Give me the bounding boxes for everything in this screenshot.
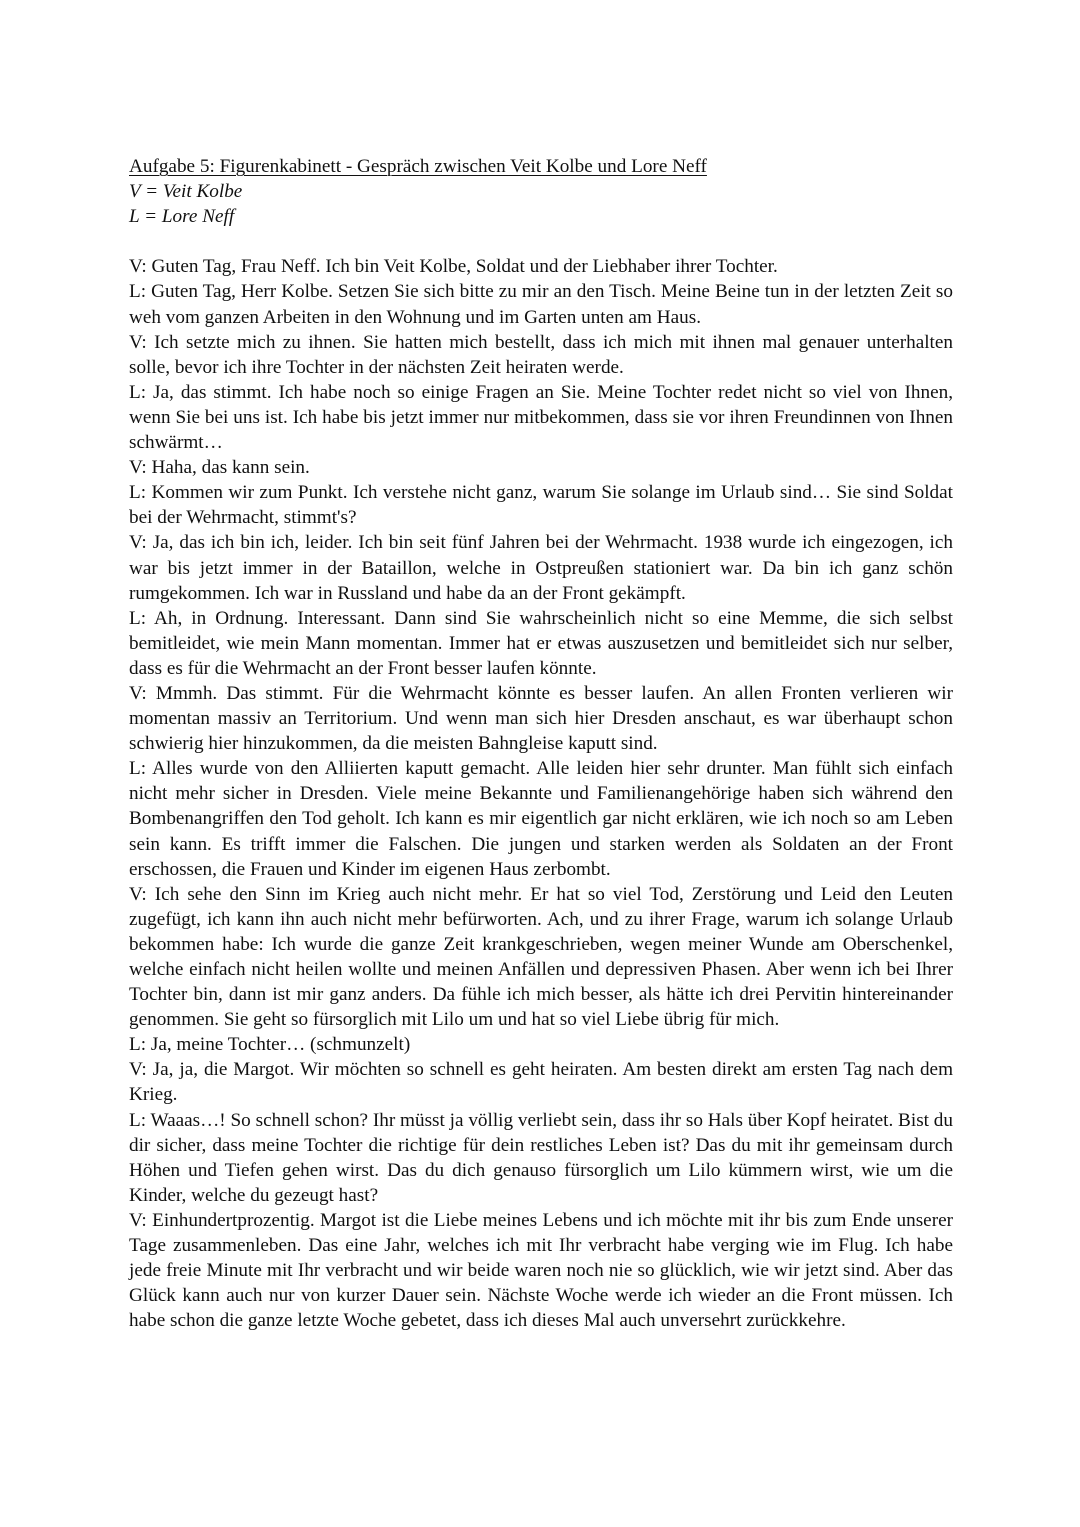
dialogue-line: L: Waaas…! So schnell schon? Ihr müsst ja völlig verliebt sein, dass ihr so Hals über Kopf heiratet. Bist du dir sicher, dass meine Tochter die richtige für dein restliches Leben ist? Das du mit ihr gemeinsam durch Höhen und Tiefen gehen wirst. Das du dich genauso fürsorglich um Lilo kümmern wirst, wie um die Kinder, welche du gezeugt hast? [129, 1109, 953, 1206]
dialogue-line: V: Ich setzte mich zu ihnen. Sie hatten mich bestellt, dass ich mich mit ihnen mal genauer unterhalten solle, bevor ich ihre Tochter in der nächsten Zeit heiraten werde. [129, 331, 953, 378]
dialogue-line: L: Ah, in Ordnung. Interessant. Dann sind Sie wahrscheinlich nicht so eine Memme, die sich selbst bemitleidet, wie mein Mann momentan. Immer hat er etwas auszusetzen und bemitleidet sich nur selber, dass es für die Wehrmacht an der Front besser laufen könnte. [129, 607, 953, 679]
dialogue-line: L: Ja, das stimmt. Ich habe noch so einige Fragen an Sie. Meine Tochter redet nicht so viel von Ihnen, wenn Sie bei uns ist. Ich habe bis jetzt immer nur mitbekommen, dass sie vor ihren Freundinnen von Ihnen schwärmt… [129, 381, 953, 454]
dialogue-line: V: Einhundertprozentig. Margot ist die Liebe meines Lebens und ich möchte mit ihr bis zum Ende unserer Tage zusammenleben. Das eine Jahr, welches ich mit Ihr verbracht habe verging wie im Flug. Ich habe jede freie Minute mit Ihr verbracht und wir beide waren noch nie so glücklich, wie wir jetzt sind. Aber das Glück kann auch nur von kurzer Dauer sein. Nächste Woche werde ich wieder an die Front müssen. Ich habe schon die ganze letzte Woche gebetet, dass ich dieses Mal auch unversehrt zurückkehre. [129, 1209, 953, 1332]
dialogue-line: V: Guten Tag, Frau Neff. Ich bin Veit Kolbe, Soldat und der Liebhaber ihrer Tochter. [129, 256, 778, 278]
dialogue-line: V: Mmmh. Das stimmt. Für die Wehrmacht könnte es besser laufen. An allen Fronten verlieren wir momentan massiv an Territorium. Und wenn man sich hier Dresden anschaut, es war überhaupt schon schwierig hier hinzukommen, da die meisten Bahngleise kaputt sind. [129, 682, 953, 755]
dialogue-line: V: Ich sehe den Sinn im Krieg auch nicht mehr. Er hat so viel Tod, Zerstörung und Leid den Leuten zugefügt, ich kann ihn auch nicht mehr befürworten. Ach, und zu ihrer Frage, warum ich solange Urlaub bekommen habe: Ich wurde die ganze Zeit krankgeschrieben, wegen meiner Wunde am Oberschenkel, welche einfach nicht heilen wollte und meinen Anfällen und depressiven Phasen. Aber wenn ich bei Ihrer Tochter bin, dann ist mir ganz anders. Da fühle ich mich besser, als hätte ich drei Pervitin hintereinander genommen. Sie geht so fürsorglich mit Lilo um und hat so viel Liebe übrig für mich. [129, 883, 953, 1031]
dialogue-line: L: Ja, meine Tochter… (schmunzelt) [129, 1034, 411, 1056]
document-page [129, 154, 953, 1333]
blank-line [129, 229, 953, 254]
dialogue-line: V: Ja, das ich bin ich, leider. Ich bin seit fünf Jahren bei der Wehrmacht. 1938 wurde ich eingezogen, ich war bis jetzt immer in der Bataillon, welche in Ostpreußen stationiert war. Da bin ich ganz schön rumgekommen. Ich war in Russland und habe da an der Front gekämpft. [129, 532, 953, 604]
dialogue-line: L: Kommen wir zum Punkt. Ich verstehe nicht ganz, warum Sie solange im Urlaub sind… Sie sind Soldat bei der Wehrmacht, stimmt's? [129, 482, 953, 529]
legend-veit: V = Veit Kolbe [129, 181, 243, 203]
dialogue-line: V: Haha, das kann sein. [129, 457, 310, 479]
document-title: Aufgabe 5: Figurenkabinett - Gespräch zwischen Veit Kolbe und Lore Neff [129, 156, 707, 177]
dialogue-line: L: Alles wurde von den Alliierten kaputt gemacht. Alle leiden hier sehr drunter. Man fühlt sich einfach nicht mehr sicher in Dresden. Viele meine Bekannte und Familienangehörige haben sich während den Bombenangriffen den Tod geholt. Ich kann es mir eigentlich gar nicht erklären, wie ich noch so am Leben sein kann. Es trifft immer die Falschen. Die jungen und starken werden als Soldaten an der Front erschossen, die Frauen und Kinder im eigenen Haus zerbombt. [129, 758, 953, 880]
dialogue-line: L: Guten Tag, Herr Kolbe. Setzen Sie sich bitte zu mir an den Tisch. Meine Beine tun in der letzten Zeit so weh vom ganzen Arbeiten in den Wohnung und im Garten unten am Haus. [129, 281, 953, 328]
dialogue-line: V: Ja, ja, die Margot. Wir möchten so schnell es geht heiraten. Am besten direkt am ersten Tag nach dem Krieg. [129, 1059, 953, 1106]
legend-lore: L = Lore Neff [129, 206, 235, 228]
dialogue [129, 254, 953, 1333]
